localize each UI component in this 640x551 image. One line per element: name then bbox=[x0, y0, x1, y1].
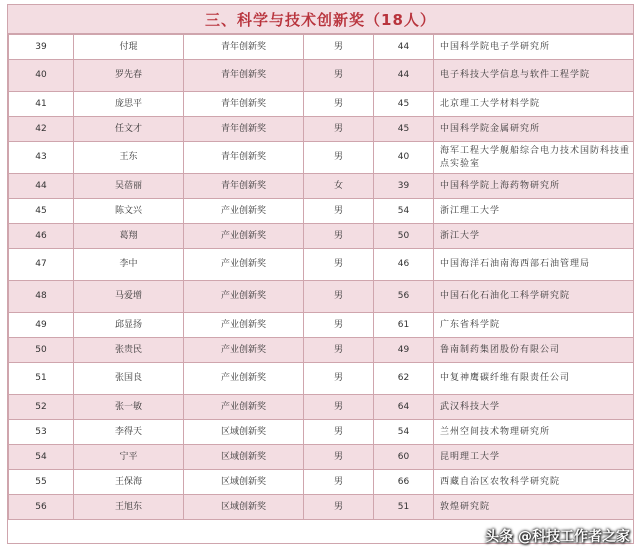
institution-cell: 电子科技大学信息与软件工程学院 bbox=[434, 60, 634, 92]
age-cell: 44 bbox=[374, 35, 434, 60]
gender-cell: 男 bbox=[304, 420, 374, 445]
table-row bbox=[9, 281, 634, 313]
name-cell: 葛翔 bbox=[74, 224, 184, 249]
award-type-cell: 区域创新奖 bbox=[184, 445, 304, 470]
row-number-cell: 44 bbox=[9, 174, 74, 199]
award-type-cell: 产业创新奖 bbox=[184, 313, 304, 338]
award-type-cell: 青年创新奖 bbox=[184, 142, 304, 174]
age-cell: 49 bbox=[374, 338, 434, 363]
award-type-cell: 产业创新奖 bbox=[184, 199, 304, 224]
gender-cell: 男 bbox=[304, 395, 374, 420]
institution-cell: 中国科学院电子学研究所 bbox=[434, 35, 634, 60]
age-cell: 60 bbox=[374, 445, 434, 470]
gender-cell: 男 bbox=[304, 313, 374, 338]
name-cell: 吴蓓丽 bbox=[74, 174, 184, 199]
row-number-cell: 40 bbox=[9, 60, 74, 92]
gender-cell: 男 bbox=[304, 495, 374, 520]
row-number-cell: 52 bbox=[9, 395, 74, 420]
institution-cell: 昆明理工大学 bbox=[434, 445, 634, 470]
award-type-cell: 区域创新奖 bbox=[184, 470, 304, 495]
gender-cell: 男 bbox=[304, 338, 374, 363]
section-title: 三、科学与技术创新奖（18人） bbox=[8, 5, 633, 34]
table-row bbox=[9, 35, 634, 60]
gender-cell: 男 bbox=[304, 117, 374, 142]
award-type-cell: 产业创新奖 bbox=[184, 281, 304, 313]
age-cell: 50 bbox=[374, 224, 434, 249]
gender-cell: 男 bbox=[304, 249, 374, 281]
age-cell: 46 bbox=[374, 249, 434, 281]
name-cell: 邱显扬 bbox=[74, 313, 184, 338]
award-type-cell: 青年创新奖 bbox=[184, 60, 304, 92]
table-row bbox=[9, 420, 634, 445]
row-number-cell: 47 bbox=[9, 249, 74, 281]
age-cell: 56 bbox=[374, 281, 434, 313]
row-number-cell: 42 bbox=[9, 117, 74, 142]
award-type-cell: 产业创新奖 bbox=[184, 338, 304, 363]
award-type-cell: 产业创新奖 bbox=[184, 224, 304, 249]
table-row bbox=[9, 363, 634, 395]
gender-cell: 男 bbox=[304, 445, 374, 470]
name-cell: 庞思平 bbox=[74, 92, 184, 117]
award-type-cell: 产业创新奖 bbox=[184, 395, 304, 420]
table-row bbox=[9, 338, 634, 363]
row-number-cell: 46 bbox=[9, 224, 74, 249]
table-row bbox=[9, 395, 634, 420]
row-number-cell: 55 bbox=[9, 470, 74, 495]
table-row bbox=[9, 249, 634, 281]
gender-cell: 男 bbox=[304, 142, 374, 174]
name-cell: 李中 bbox=[74, 249, 184, 281]
gender-cell: 男 bbox=[304, 470, 374, 495]
row-number-cell: 48 bbox=[9, 281, 74, 313]
age-cell: 51 bbox=[374, 495, 434, 520]
table-row bbox=[9, 117, 634, 142]
name-cell: 罗先春 bbox=[74, 60, 184, 92]
institution-cell: 中国海洋石油南海西部石油管理局 bbox=[434, 249, 634, 281]
name-cell: 李得天 bbox=[74, 420, 184, 445]
age-cell: 54 bbox=[374, 199, 434, 224]
institution-cell: 中国科学院金属研究所 bbox=[434, 117, 634, 142]
institution-cell: 西藏自治区农牧科学研究院 bbox=[434, 470, 634, 495]
age-cell: 66 bbox=[374, 470, 434, 495]
age-cell: 54 bbox=[374, 420, 434, 445]
institution-cell: 中复神鹰碳纤维有限责任公司 bbox=[434, 363, 634, 395]
table-row bbox=[9, 60, 634, 92]
age-cell: 62 bbox=[374, 363, 434, 395]
institution-cell: 中国石化石油化工科学研究院 bbox=[434, 281, 634, 313]
age-cell: 39 bbox=[374, 174, 434, 199]
age-cell: 45 bbox=[374, 117, 434, 142]
age-cell: 45 bbox=[374, 92, 434, 117]
name-cell: 陈文兴 bbox=[74, 199, 184, 224]
age-cell: 40 bbox=[374, 142, 434, 174]
table-row bbox=[9, 470, 634, 495]
name-cell: 王旭东 bbox=[74, 495, 184, 520]
name-cell: 张贵民 bbox=[74, 338, 184, 363]
gender-cell: 男 bbox=[304, 35, 374, 60]
name-cell: 王保海 bbox=[74, 470, 184, 495]
row-number-cell: 50 bbox=[9, 338, 74, 363]
award-type-cell: 区域创新奖 bbox=[184, 495, 304, 520]
table-row bbox=[9, 313, 634, 338]
award-type-cell: 青年创新奖 bbox=[184, 174, 304, 199]
awards-table-frame bbox=[7, 4, 634, 544]
institution-cell: 鲁南制药集团股份有限公司 bbox=[434, 338, 634, 363]
row-number-cell: 53 bbox=[9, 420, 74, 445]
award-type-cell: 青年创新奖 bbox=[184, 35, 304, 60]
institution-cell: 浙江理工大学 bbox=[434, 199, 634, 224]
name-cell: 付琨 bbox=[74, 35, 184, 60]
table-row bbox=[9, 495, 634, 520]
award-type-cell: 产业创新奖 bbox=[184, 363, 304, 395]
name-cell: 张国良 bbox=[74, 363, 184, 395]
gender-cell: 男 bbox=[304, 224, 374, 249]
gender-cell: 男 bbox=[304, 281, 374, 313]
institution-cell: 兰州空间技术物理研究所 bbox=[434, 420, 634, 445]
table-row bbox=[9, 199, 634, 224]
gender-cell: 男 bbox=[304, 199, 374, 224]
row-number-cell: 56 bbox=[9, 495, 74, 520]
name-cell: 任文才 bbox=[74, 117, 184, 142]
name-cell: 宁平 bbox=[74, 445, 184, 470]
name-cell: 张一敏 bbox=[74, 395, 184, 420]
award-type-cell: 产业创新奖 bbox=[184, 249, 304, 281]
institution-cell: 北京理工大学材料学院 bbox=[434, 92, 634, 117]
row-number-cell: 41 bbox=[9, 92, 74, 117]
row-number-cell: 51 bbox=[9, 363, 74, 395]
gender-cell: 男 bbox=[304, 60, 374, 92]
row-number-cell: 43 bbox=[9, 142, 74, 174]
name-cell: 马爱增 bbox=[74, 281, 184, 313]
table-row bbox=[9, 224, 634, 249]
award-type-cell: 青年创新奖 bbox=[184, 92, 304, 117]
gender-cell: 男 bbox=[304, 363, 374, 395]
table-row bbox=[9, 142, 634, 174]
awards-table bbox=[8, 34, 634, 520]
award-type-cell: 区域创新奖 bbox=[184, 420, 304, 445]
institution-cell: 浙江大学 bbox=[434, 224, 634, 249]
row-number-cell: 39 bbox=[9, 35, 74, 60]
age-cell: 64 bbox=[374, 395, 434, 420]
table-row bbox=[9, 174, 634, 199]
gender-cell: 女 bbox=[304, 174, 374, 199]
age-cell: 44 bbox=[374, 60, 434, 92]
watermark: 头条 @科技工作者之家 bbox=[485, 529, 630, 545]
row-number-cell: 45 bbox=[9, 199, 74, 224]
name-cell: 王东 bbox=[74, 142, 184, 174]
table-row bbox=[9, 92, 634, 117]
table-row bbox=[9, 445, 634, 470]
age-cell: 61 bbox=[374, 313, 434, 338]
award-type-cell: 青年创新奖 bbox=[184, 117, 304, 142]
gender-cell: 男 bbox=[304, 92, 374, 117]
row-number-cell: 49 bbox=[9, 313, 74, 338]
institution-cell: 敦煌研究院 bbox=[434, 495, 634, 520]
institution-cell: 武汉科技大学 bbox=[434, 395, 634, 420]
institution-cell: 中国科学院上海药物研究所 bbox=[434, 174, 634, 199]
institution-cell: 海军工程大学舰船综合电力技术国防科技重点实验室 bbox=[434, 142, 634, 174]
row-number-cell: 54 bbox=[9, 445, 74, 470]
institution-cell: 广东省科学院 bbox=[434, 313, 634, 338]
